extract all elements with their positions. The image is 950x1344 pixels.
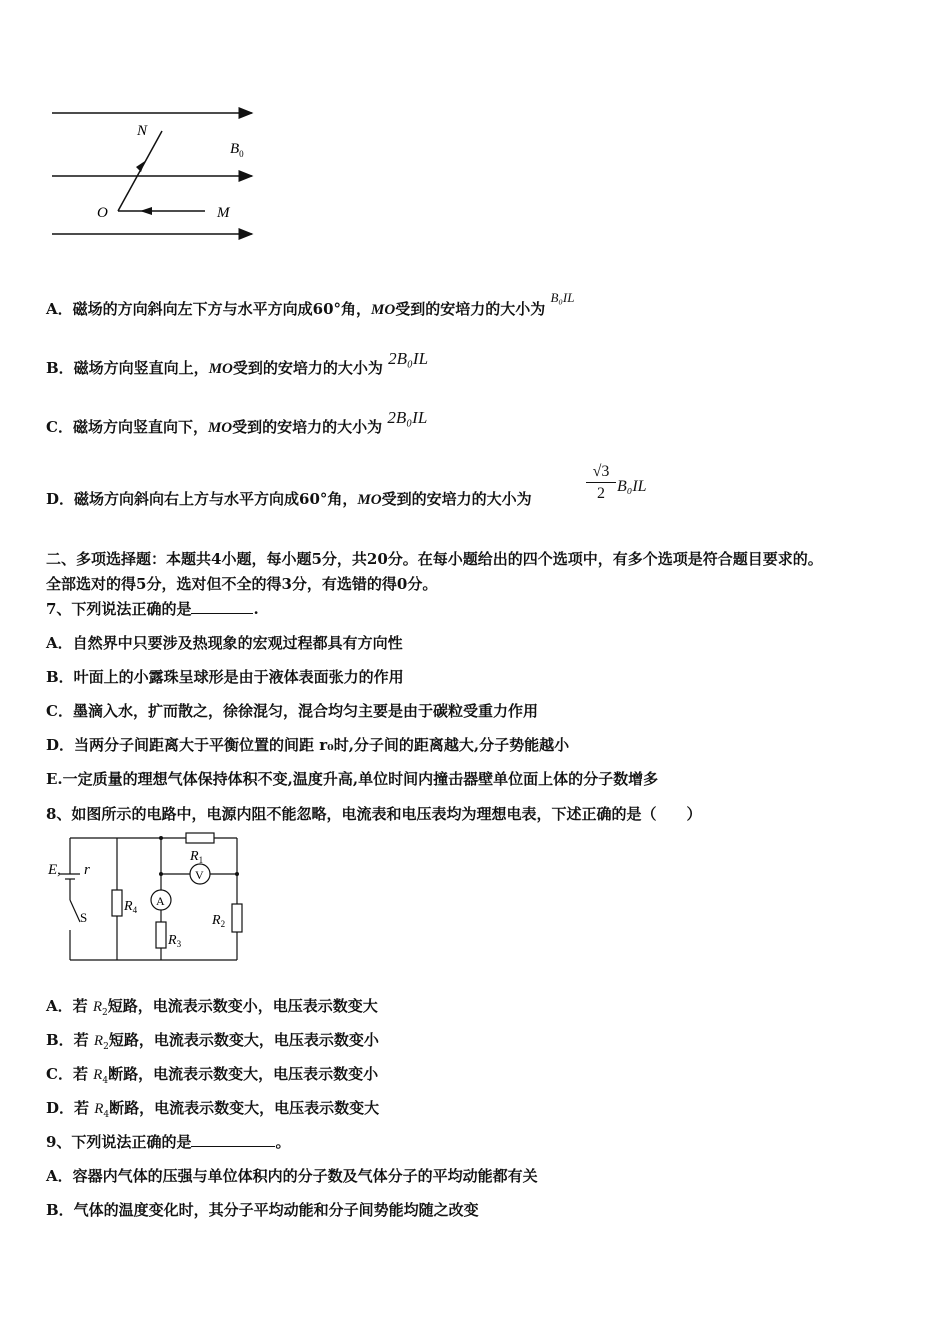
q8-option-d-sub: 4 (103, 1110, 110, 1120)
label-r2: $R_2$ (212, 913, 226, 929)
wire-on-arrow (136, 161, 145, 172)
fraction-numerator: √3 (586, 462, 616, 483)
q9-stem (46, 1131, 290, 1152)
q6-option-c-mo: MO (207, 420, 233, 436)
q6-option-b-mo: MO (208, 361, 233, 377)
q9-stem-text: 9、下列说法正确的是 (46, 1133, 192, 1151)
resistor-r1 (186, 833, 214, 843)
label-e: E, (48, 862, 61, 878)
section2-line1: 二、多项选择题：本题共4小题，每小题5分，共20分。在每小题给出的四个选项中，有多个选项是符合题目要求的。 (46, 550, 823, 568)
q6-option-c-prefix: C．磁场方向竖直向下， (46, 418, 208, 436)
q6-option-b (46, 349, 429, 378)
q8-option-d-text: 断路，电流表示数变大，电压表示数变大 (109, 1099, 380, 1117)
q7-option-c: C．墨滴入水，扩而散之，徐徐混匀，混合均匀主要是由于碳粒受重力作用 (46, 702, 538, 720)
q8-option-d-r: R (94, 1101, 104, 1117)
label-b0: $B_0$ (230, 141, 244, 159)
q7-option-e: E.一定质量的理想气体保持体积不变,温度升高,单位时间内撞击器壁单位面上体的分子数增多 (46, 770, 659, 788)
q7-option-d: D．当两分子间距离大于平衡位置的间距 r₀时,分子间的距离越大,分子势能越小 (46, 736, 570, 754)
label-r1: $R_1$ (190, 849, 204, 865)
q7-stem-end: . (253, 600, 259, 618)
q8-option-a (46, 995, 378, 1018)
q8-stem: 8、如图所示的电路中，电源内阻不能忽略，电流表和电压表均为理想电表，下述正确的是（ ） (46, 805, 702, 823)
q6-option-d-prefix: D．磁场方向斜向右上方与水平方向成60°角， (46, 490, 358, 508)
label-m: M (217, 205, 230, 221)
q8-option-c-prefix: C．若 (46, 1065, 94, 1083)
q8-option-b (46, 1029, 379, 1052)
q6-option-a-mo: MO (371, 302, 396, 318)
resistor-r3 (156, 922, 166, 948)
q6-option-a-formula: B₀IL (550, 290, 575, 305)
q8-option-a-text: 短路，电流表示数变小，电压表示数变大 (107, 997, 378, 1015)
magnetic-field-figure (40, 95, 280, 245)
fraction-denominator: 2 (597, 485, 605, 502)
q6-option-c (46, 408, 428, 437)
q6-option-d-mo: MO (357, 492, 382, 508)
q7-stem-text: 7、下列说法正确的是 (46, 600, 192, 618)
q6-option-a-text: 受到的安培力的大小为 (395, 300, 546, 318)
q8-option-c-text: 断路，电流表示数变大，电压表示数变小 (108, 1065, 379, 1083)
q6-option-b-formula: 2B₀IL (388, 349, 429, 368)
q8-option-c-sub: 4 (102, 1076, 109, 1086)
label-voltmeter: V (195, 868, 204, 882)
section2-line2: 全部选对的得5分，选对但不全的得3分，有选错的得0分。 (46, 575, 438, 593)
q6-option-d-formula: B₀IL (617, 478, 647, 495)
label-r3: $R_3$ (168, 933, 182, 949)
q8-option-c-r: R (93, 1067, 103, 1083)
q7-answer-blank[interactable] (191, 599, 253, 614)
label-r4: $R_4$ (124, 899, 138, 915)
q8-option-b-sub: 2 (103, 1042, 109, 1052)
q8-option-c (46, 1063, 378, 1086)
label-ammeter: A (156, 894, 165, 908)
q6-option-a-prefix: A．磁场的方向斜向左下方与水平方向成60°角， (46, 300, 372, 318)
label-s: S (80, 910, 88, 925)
resistor-r4 (112, 890, 122, 916)
q7-option-b: B．叶面上的小露珠呈球形是由于液体表面张力的作用 (46, 668, 404, 686)
q6-option-d (46, 488, 532, 509)
q6-option-d-text: 受到的安培力的大小为 (381, 490, 532, 508)
resistor-r2 (232, 904, 242, 932)
q6-option-c-text: 受到的安培力的大小为 (232, 418, 383, 436)
q8-option-b-r: R (93, 1033, 104, 1049)
q9-answer-blank[interactable] (191, 1132, 275, 1147)
circuit-diagram (40, 830, 250, 970)
q9-stem-end: 。 (275, 1133, 291, 1151)
q6-option-c-formula: 2B₀IL (387, 408, 428, 427)
q8-option-b-text: 短路，电流表示数变大，电压表示数变小 (108, 1031, 379, 1049)
q6-option-b-text: 受到的安培力的大小为 (232, 359, 383, 377)
q6-option-d-fraction (586, 462, 616, 505)
label-r: r (84, 862, 90, 878)
q6-option-b-prefix: B．磁场方向竖直向上， (46, 359, 209, 377)
q8-option-d-prefix: D．若 (46, 1099, 95, 1117)
q7-option-a: A．自然界中只要涉及热现象的宏观过程都具有方向性 (46, 634, 403, 652)
q8-option-d (46, 1097, 379, 1120)
wire-mo-arrow (140, 207, 152, 215)
q9-option-a: A．容器内气体的压强与单位体积内的分子数及气体分子的平均动能都有关 (46, 1167, 538, 1185)
switch-s (70, 900, 80, 922)
q9-option-b: B．气体的温度变化时，其分子平均动能和分子间势能均随之改变 (46, 1201, 479, 1219)
q8-option-b-prefix: B．若 (46, 1031, 94, 1049)
q8-option-a-r: R (92, 999, 103, 1015)
q8-option-a-sub: 2 (102, 1008, 108, 1018)
q7-stem (46, 598, 259, 619)
q8-option-a-prefix: A．若 (46, 997, 93, 1015)
label-o: O (97, 205, 108, 221)
label-n: N (137, 123, 148, 139)
q6-option-a (46, 290, 575, 319)
